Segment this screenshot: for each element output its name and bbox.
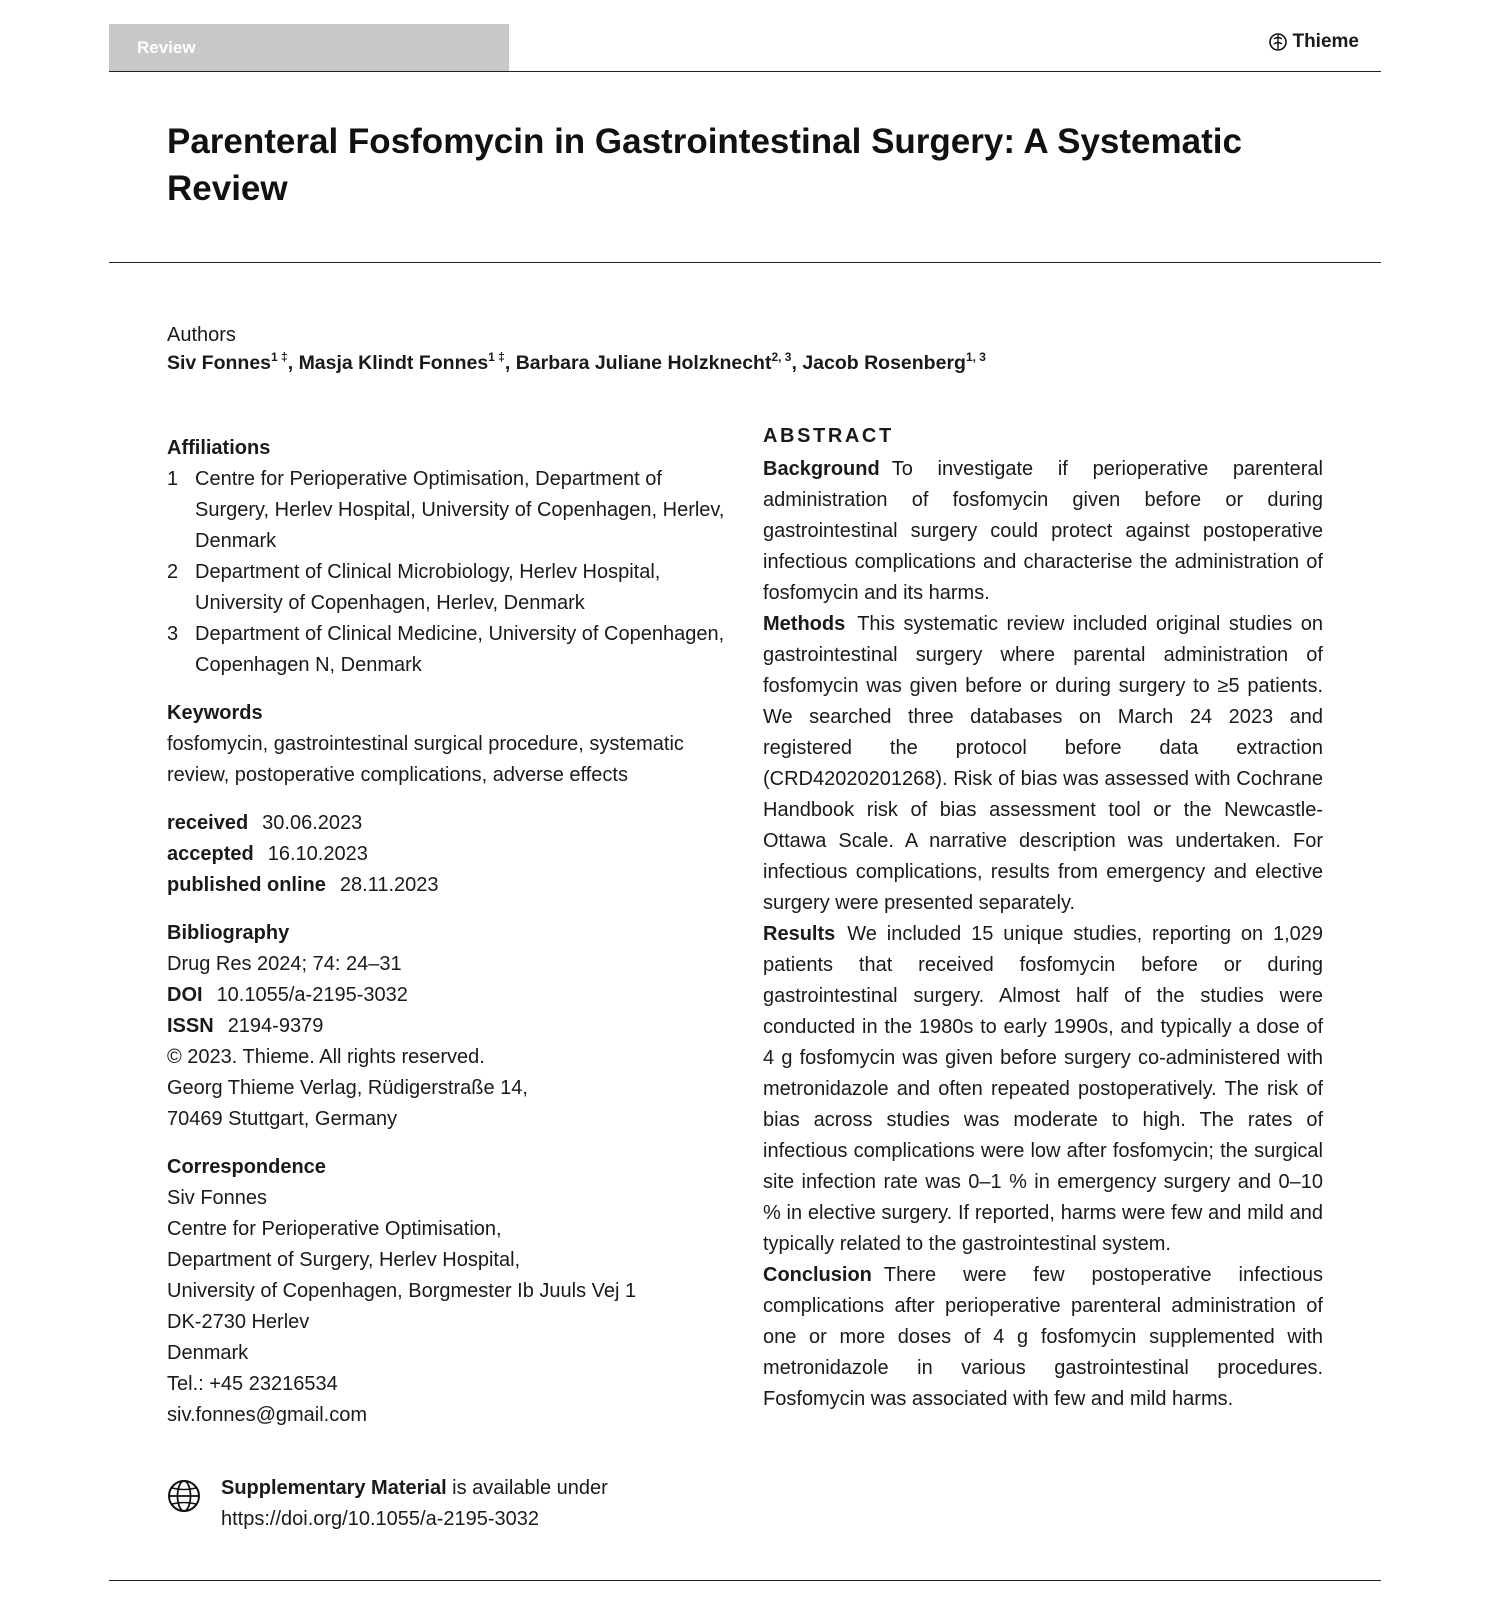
thieme-logo-icon — [1269, 32, 1287, 52]
author-separator: , — [287, 352, 299, 374]
author-affiliation-marker: 1 ‡ — [271, 350, 288, 364]
affiliation-text: Department of Clinical Medicine, University of Copenhagen, Copenhagen N, Denmark — [195, 623, 725, 676]
doi-row — [167, 980, 727, 1011]
author-separator: , — [791, 352, 803, 374]
accepted-row — [167, 839, 727, 870]
author-name: Jacob Rosenberg — [802, 352, 966, 374]
footer-rule — [109, 1580, 1381, 1581]
abstract-heading: ABSTRACT — [763, 425, 894, 447]
accepted-label: accepted — [167, 843, 254, 865]
accepted-date: 16.10.2023 — [267, 843, 368, 865]
doi-value[interactable]: 10.1055/a-2195-3032 — [216, 984, 408, 1006]
article-title: Parenteral Fosfomycin in Gastrointestinal Surgery: A Systematic Review — [167, 122, 1242, 208]
author-name: Siv Fonnes — [167, 352, 272, 374]
correspondence-line: Centre for Perioperative Optimisation, — [167, 1218, 502, 1240]
author-affiliation-marker: 1, 3 — [965, 350, 986, 364]
keywords-text: fosfomycin, gastrointestinal surgical procedure, systematic review, postoperative complications, adverse effects — [167, 733, 684, 786]
affiliations-label: Affiliations — [167, 437, 271, 459]
results-text: We included 15 unique studies, reporting on 1,029 patients that received fosfomycin before or during gastrointestinal surgery. Almost half of the studies were conducted in the 1980s to early 1990s, and typically a dose of 4 g fosfomycin was given before surgery co-administered with metronidazole and often repeated postoperatively. The risk of bias across studies was moderate to high. The rates of infectious complications were low after fosfomycin; the surgical site infection rate was 0–1 % in emergency surgery and 0–10 % in elective surgery. If reported, harms were few and mild and typically related to the gastrointestinal system. — [763, 923, 1323, 1255]
conclusion-label: Conclusion — [763, 1264, 872, 1286]
dates-section — [167, 808, 727, 901]
published-row — [167, 870, 727, 901]
publisher-logo — [1269, 31, 1359, 53]
correspondence-line: DK-2730 Herlev — [167, 1311, 310, 1333]
published-label: published online — [167, 874, 326, 896]
affiliation-number: 1 — [167, 468, 179, 490]
supplementary-url[interactable]: https://doi.org/10.1055/a-2195-3032 — [221, 1508, 540, 1530]
correspondence-section — [167, 1152, 727, 1431]
publisher-name: Thieme — [1292, 31, 1359, 52]
received-date: 30.06.2023 — [262, 812, 363, 834]
received-row — [167, 808, 727, 839]
abstract-background — [763, 454, 1323, 609]
author-name: Masja Klindt Fonnes — [298, 352, 489, 374]
issn-label: ISSN — [167, 1015, 214, 1037]
published-date: 28.11.2023 — [339, 874, 439, 896]
author-name: Barbara Juliane Holzknecht — [515, 352, 772, 374]
conclusion-text: There were few postoperative infectious complications after perioperative parenteral administration of one or more doses of 4 g fosfomycin supplemented with metronidazole in various gastrointestinal procedures. Fosfomycin was associated with few and mild harms. — [763, 1264, 1323, 1410]
methods-text: This systematic review included original studies on gastrointestinal surgery where parental administration of fosfomycin was given before or during surgery to ≥5 patients. We searched three databases on March 24 2023 and registered the protocol before data extraction (CRD42020201268). Risk of bias was assessed with Cochrane Handbook risk of bias assessment tool or the Newcastle-Ottawa Scale. A narrative description was undertaken. For infectious complications, results from emergency and elective surgery were presented separately. — [763, 613, 1323, 914]
abstract-column — [763, 425, 1323, 1415]
doi-label: DOI — [167, 984, 203, 1006]
article-info-column — [167, 433, 727, 1431]
publisher-address-line: Georg Thieme Verlag, Rüdigerstraße 14, — [167, 1077, 528, 1099]
abstract-methods — [763, 609, 1323, 919]
publisher-address-line: 70469 Stuttgart, Germany — [167, 1108, 398, 1130]
correspondence-line: Denmark — [167, 1342, 249, 1364]
methods-label: Methods — [763, 613, 846, 635]
author-separator: , — [504, 352, 516, 374]
abstract-conclusion — [763, 1260, 1323, 1415]
results-label: Results — [763, 923, 836, 945]
bibliography-section — [167, 918, 727, 1135]
received-label: received — [167, 812, 249, 834]
affiliation-text: Department of Clinical Microbiology, Herlev Hospital, University of Copenhagen, Herlev, Denmark — [195, 561, 661, 614]
affiliation-item — [167, 557, 727, 619]
supplementary-note — [167, 1473, 608, 1535]
affiliation-item — [167, 619, 727, 681]
bibliography-label: Bibliography — [167, 922, 290, 944]
authors-label: Authors — [167, 324, 236, 346]
title-rule — [109, 262, 1381, 263]
issn-row — [167, 1011, 727, 1042]
affiliation-text: Centre for Perioperative Optimisation, Department of Surgery, Herlev Hospital, University of Copenhagen, Herlev, Denmark — [195, 468, 725, 552]
background-text: To investigate if perioperative parenteral administration of fosfomycin given before or during gastrointestinal surgery could protect against postoperative infectious complications and characterise the administration of fosfomycin and its harms. — [763, 458, 1323, 604]
author-affiliation-marker: 2, 3 — [771, 350, 792, 364]
affiliation-number: 3 — [167, 623, 179, 645]
correspondence-line: University of Copenhagen, Borgmester Ib Juuls Vej 1 — [167, 1280, 637, 1302]
header-rule — [109, 71, 1381, 72]
article-type-tag: Review — [109, 24, 509, 72]
author-affiliation-marker: 1 ‡ — [488, 350, 505, 364]
correspondence-label: Correspondence — [167, 1156, 326, 1178]
correspondence-line: Department of Surgery, Herlev Hospital, — [167, 1249, 521, 1271]
background-label: Background — [763, 458, 880, 480]
issn-value: 2194-9379 — [227, 1015, 324, 1037]
correspondence-email[interactable]: siv.fonnes@gmail.com — [167, 1404, 367, 1426]
author-list — [167, 352, 986, 375]
affiliation-item — [167, 464, 727, 557]
globe-icon — [167, 1479, 201, 1513]
copyright: © 2023. Thieme. All rights reserved. — [167, 1046, 485, 1068]
keywords-label: Keywords — [167, 702, 263, 724]
citation: Drug Res 2024; 74: 24–31 — [167, 953, 402, 975]
correspondence-phone: Tel.: +45 23216534 — [167, 1373, 338, 1395]
correspondence-line: Siv Fonnes — [167, 1187, 268, 1209]
keywords-section — [167, 698, 727, 791]
supplementary-label: Supplementary Material — [221, 1477, 447, 1499]
affiliation-number: 2 — [167, 561, 179, 583]
supplementary-text: is available under — [446, 1477, 608, 1499]
abstract-results — [763, 919, 1323, 1260]
